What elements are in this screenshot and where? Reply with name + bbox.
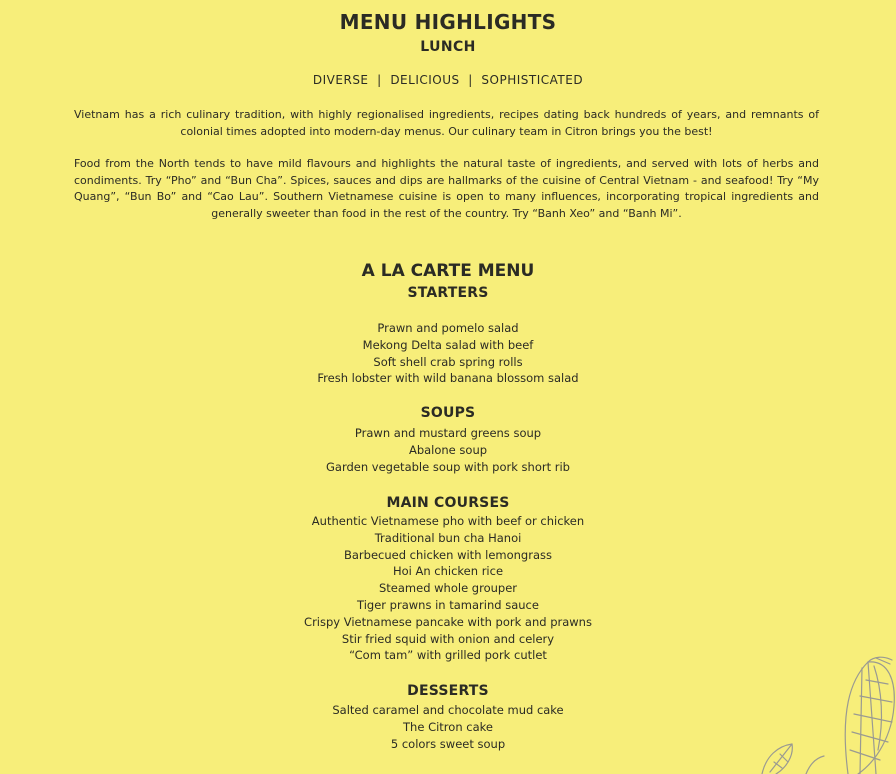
- page-subtitle: LUNCH: [420, 39, 476, 55]
- starters-heading: STARTERS: [407, 285, 489, 301]
- dish-item: Tiger prawns in tamarind sauce: [357, 597, 539, 612]
- dish-item: Hoi An chicken rice: [392, 564, 504, 579]
- dish-item: Traditional bun cha Hanoi: [374, 530, 522, 545]
- dish-item: Stir fried squid with onion and celery: [341, 631, 555, 646]
- page-title: MENU HIGHLIGHTS: [339, 10, 557, 34]
- dish-item: Soft shell crab spring rolls: [373, 354, 523, 369]
- dish-item: Steamed whole grouper: [378, 581, 518, 596]
- soups-list: [0, 425, 896, 475]
- leaf-illustration-icon: [750, 650, 896, 774]
- starters-list: [0, 320, 896, 387]
- desserts-heading: DESSERTS: [407, 683, 489, 699]
- dish-item: Mekong Delta salad with beef: [362, 337, 534, 352]
- intro-paragraph-2: Food from the North tends to have mild flavours and highlights the natural taste of ingredients, and served with lots of herbs and condiments. Try “Pho” and “Bun Cha”. Spices, sauces and dips are hallmarks of the cuisine of Central Vietnam - and seafood! Try “My Quang”, “Bun Bo” and “Cao Lau”. Southern Vietnamese cuisine is open to many influences, incorporating tropical ingredients and generally sweeter than food in the rest of the country. Try “Banh Xeo” and “Banh Mi”.: [74, 157, 819, 220]
- dish-item: “Com tam” with grilled pork cutlet: [349, 648, 547, 663]
- a-la-carte-title: A LA CARTE MENU: [361, 261, 535, 281]
- dish-item: Crispy Vietnamese pancake with pork and prawns: [304, 614, 592, 629]
- dish-item: Prawn and pomelo salad: [377, 321, 519, 335]
- main-courses-heading: MAIN COURSES: [386, 495, 510, 511]
- dish-item: The Citron cake: [403, 719, 493, 734]
- dish-item: Garden vegetable soup with pork short rib: [326, 459, 570, 474]
- dish-item: 5 colors sweet soup: [390, 736, 506, 751]
- dish-item: Authentic Vietnamese pho with beef or chicken: [311, 514, 585, 528]
- dish-item: Salted caramel and chocolate mud cake: [332, 703, 564, 717]
- dish-item: Fresh lobster with wild banana blossom salad: [317, 371, 579, 386]
- dish-item: Prawn and mustard greens soup: [354, 426, 542, 440]
- dish-item: Barbecued chicken with lemongrass: [344, 547, 552, 562]
- dish-item: Abalone soup: [408, 442, 488, 457]
- main-courses-list: [0, 513, 896, 664]
- soups-heading: SOUPS: [420, 405, 476, 421]
- tagline: DIVERSE | DELICIOUS | SOPHISTICATED: [312, 73, 584, 87]
- intro-paragraph-1: Vietnam has a rich culinary tradition, with highly regionalised ingredients, recipes dating back hundreds of years, and remnants of colonial times adopted into modern-day menus. Our culinary team in Citron brings you the best!: [74, 108, 819, 138]
